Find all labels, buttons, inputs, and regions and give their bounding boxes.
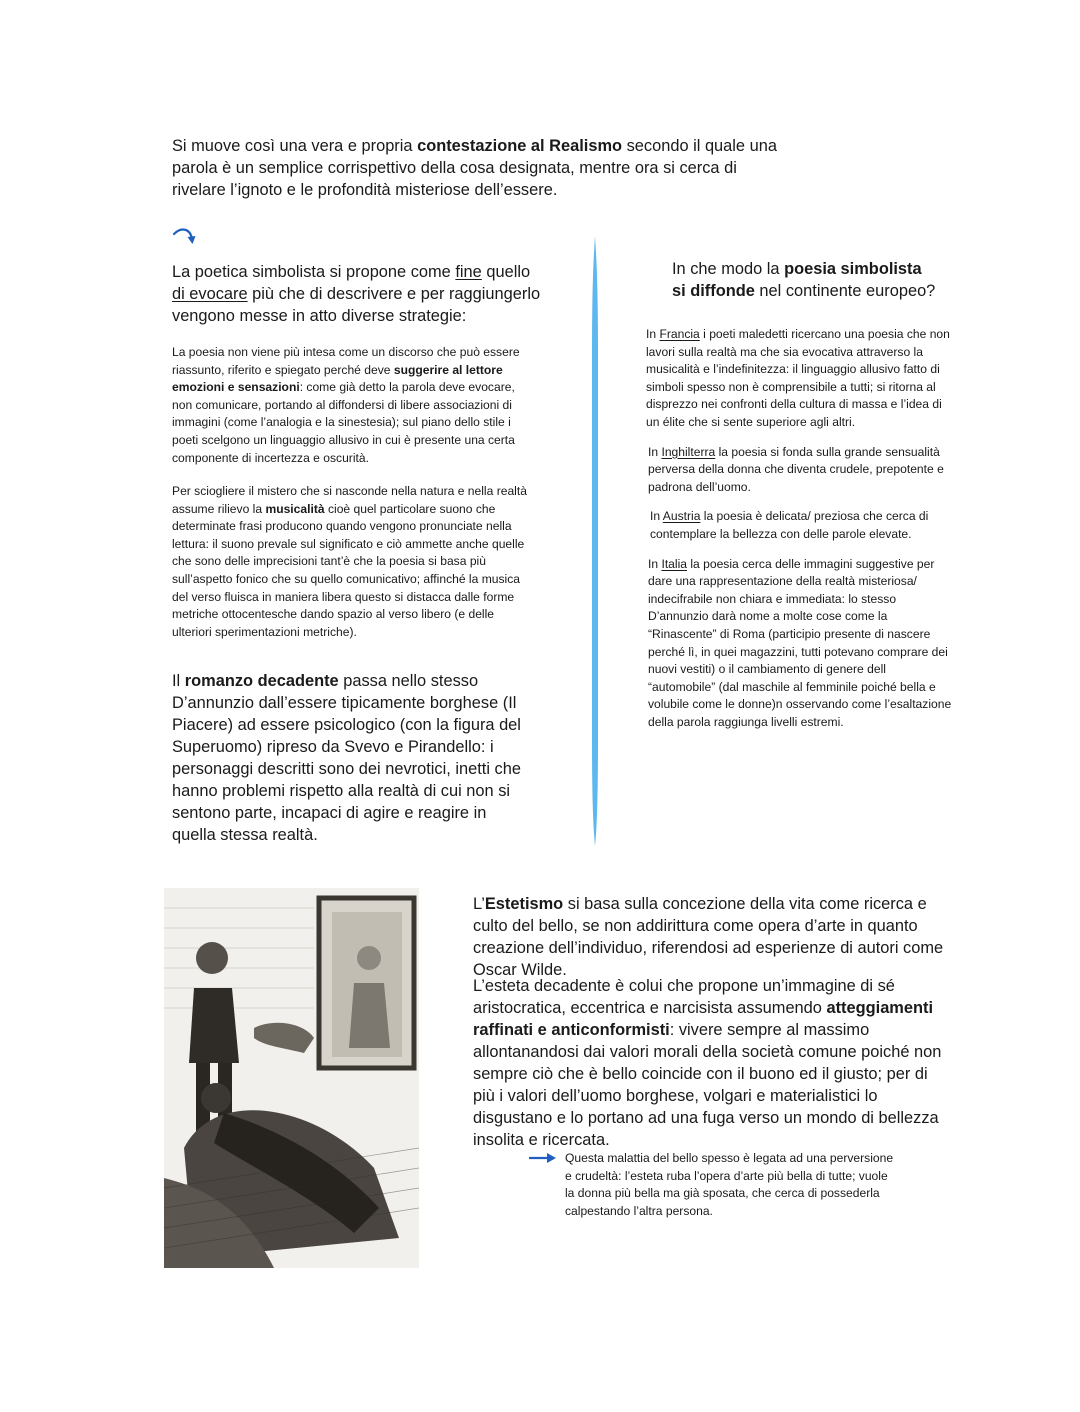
- diffusione-bold-2: si diffonde: [672, 282, 755, 300]
- poetica-underline-fine: fine: [455, 263, 482, 281]
- diffusione-text-2: nel continente europeo?: [754, 282, 936, 300]
- nation-prefix: In: [646, 327, 660, 341]
- poetica-underline-evocare: di evocare: [172, 285, 248, 303]
- estetismo-text-1: L’: [473, 895, 485, 913]
- poesia-p1-text-2: : come già detto la parola deve evocare, non comunicare, portando al diffondersi di libere associazioni di immagini (come l’analogia e la sinestesia); sul piano dello stile i poeti scelgono un linguaggio allusivo in cui è presente una certa componente di incertezza e oscurità.: [172, 380, 515, 465]
- estetismo-bold: Estetismo: [484, 895, 564, 913]
- right-arrow-icon: [528, 1150, 558, 1166]
- intro-text-1: Si muove così una vera e propria: [172, 137, 418, 155]
- nation-name-italia: Italia: [661, 556, 687, 571]
- poetica-text-1: La poetica simbolista si propone come: [172, 263, 456, 281]
- diffusione-text-1: In che modo la: [672, 260, 785, 278]
- nation-italia: [646, 556, 956, 732]
- poesia-p1-text-1: La poesia non viene più intesa come un discorso che può essere riassunto, riferito e spiegato perché deve: [172, 345, 520, 377]
- nation-francia: [646, 326, 956, 432]
- nation-text-austria: la poesia è delicata/ preziosa che cerca di contemplare la bellezza con delle parole elevate.: [650, 509, 929, 541]
- nation-text-italia: la poesia cerca delle immagini suggestive per dare una rappresentazione della realtà misteriosa/ indecifrabile non chiara e immediata: lo stesso D’annunzio darà nome a molte cose come la “Rinascente” di Roma (participio presente di nascere perché lì, in quei magazzini, tutti potevano comprare dei nuovi vestiti) o il cambiamento di genere dell “automobile” (dal maschile al femminile poiché bella e volubile come le donne)n osservando come l’esaltazione della parola raggiunga livelli estremi.: [648, 556, 952, 729]
- poesia-p2-bold: musicalità: [265, 501, 325, 516]
- nation-prefix: In: [650, 509, 663, 524]
- musicalita-paragraph: [172, 483, 532, 641]
- nation-text-francia: i poeti maledetti ricercano una poesia che non lavori sulla realtà ma che sia evocativa attraverso la musicalità e l’indefinitezza: il linguaggio allusivo fatto di simboli spesso non è comprensibile a tutti; si ritorna al disprezzo nei confronti della cultura di massa e l’idea di un élite che si sente superiore agli altri.: [646, 327, 950, 429]
- nation-name-austria: Austria: [662, 509, 701, 524]
- poesia-emozioni-paragraph: [172, 344, 532, 467]
- diffusione-bold-1: poesia simbolista: [784, 260, 922, 278]
- nation-prefix: In: [648, 556, 662, 571]
- poetica-paragraph: [172, 261, 542, 327]
- diffusione-question: [672, 258, 942, 302]
- romanzo-text-1: Il: [172, 672, 185, 690]
- esteta-paragraph: [473, 975, 953, 1151]
- intro-paragraph: [172, 135, 792, 201]
- poesia-p1-bold: suggerire al lettore emozioni e sensazioni: [172, 362, 503, 395]
- intro-bold-realismo: contestazione al Realismo: [417, 137, 623, 155]
- estetismo-paragraph: [473, 893, 953, 981]
- curved-arrow-icon: [172, 225, 200, 249]
- poesia-p2-text-1: Per sciogliere il mistero che si nasconde nella natura e nella realtà assume rilievo la: [172, 484, 527, 516]
- note-paragraph: Questa malattia del bello spesso è legata ad una perversione e crudeltà: l’esteta ruba l’opera d’arte più bella di tutte; vuole la donna più bella ma già sposata, che cerca di possederla calpestando l’altra persona.: [565, 1151, 894, 1218]
- romanzo-text-2: passa nello stesso D’annunzio dall’essere tipicamente borghese (Il Piacere) ad essere psicologico (con la figura del Superuomo) ripreso da Svevo e Pirandello: i personaggi descritti sono dei nevrotici, inetti che hanno problemi rispetto alla realtà di cui non si sentono parte, incapaci di agire e reagire in quella stessa realtà.: [172, 672, 521, 844]
- nation-name-inghilterra: Inghilterra: [661, 444, 716, 459]
- vertical-divider: [590, 236, 600, 846]
- intro-text-2: secondo il quale una parola è un semplice corrispettivo della cosa designata, mentre ora si cerca di rivelare l’ignoto e le profondità misteriose dell’essere.: [172, 137, 777, 199]
- nation-inghilterra: [646, 444, 956, 497]
- estetismo-text-2: si basa sulla concezione della vita come ricerca e culto del bello, se non addirittura come opera d’arte in quanto creazione dell’individuo, riferendosi ad esperienze di autori come Oscar Wilde.: [473, 895, 944, 979]
- romanzo-decadente-paragraph: [172, 670, 532, 846]
- esteta-text-1: L’esteta decadente è colui che propone un’immagine di sé aristocratica, eccentrica e narcisista assumendo: [473, 977, 895, 1017]
- nation-prefix: In: [648, 444, 662, 459]
- poetica-text-2: quello: [481, 263, 531, 281]
- nation-name-francia: Francia: [659, 327, 700, 341]
- poesia-p2-text-2: cioè quel particolare suono che determinate frasi producono quando vengono pronunciate nella lettura: il suono prevale sul significato e ciò ammette anche quelle che sono delle imprecisioni tant’è che la poesia si basa più sull’aspetto fonico che su quello comunicativo; affinché la musica del verso fluisca in maniera libera questo si distacca dalle forme metriche ottocentesche dando spazio al verso libero (e delle ulteriori sperimentazioni metriche).: [172, 501, 525, 639]
- nation-austria: [646, 508, 956, 543]
- nation-text-inghilterra: la poesia si fonda sulla grande sensualità perversa della donna che diventa crudele, prepotente e padrona dell’uomo.: [648, 444, 944, 494]
- esteta-bold: atteggiamenti raffinati e anticonformisti: [473, 999, 934, 1039]
- engraving-illustration: [164, 888, 419, 1268]
- poetica-text-3: più che di descrivere e per raggiungerlo vengono messe in atto diverse strategie:: [172, 285, 541, 325]
- nations-list: [646, 326, 956, 743]
- esteta-text-2: : vivere sempre al massimo allontanandosi dai valori morali della società comune poiché non sempre ciò che è bello coincide con il buono ed il giusto; per di più i valori dell’uomo borghese, volgari e materialistici lo disgustano e lo portano ad una fuga verso un mondo di bellezza insolita e ricercata.: [473, 1021, 942, 1149]
- romanzo-bold: romanzo decadente: [184, 672, 339, 690]
